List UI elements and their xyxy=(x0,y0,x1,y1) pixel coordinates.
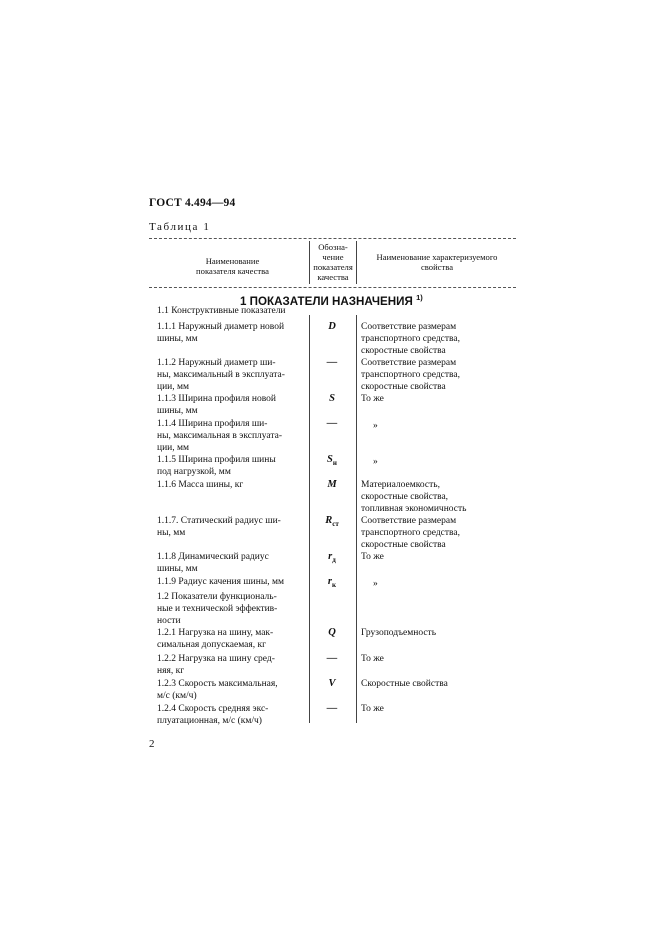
row-property: » xyxy=(373,457,378,467)
row-symbol: — xyxy=(326,653,338,664)
column-header-indicator: Наименование показателя качества xyxy=(196,256,269,276)
row-property: Соответствие размерам транспортного средства, скоростные свойства xyxy=(361,358,460,392)
row-property: Грузоподъемность xyxy=(361,628,437,638)
row-symbol: $S_н$ xyxy=(327,454,337,468)
table-caption: Таблица 1 xyxy=(149,221,211,233)
row-property: Соответствие размерам транспортного средства, скоростные свойства xyxy=(361,322,460,356)
row-symbol: $r_д$ xyxy=(328,551,336,565)
row-property: То же xyxy=(361,704,384,714)
document-title: ГОСТ 4.494—94 xyxy=(149,197,236,209)
row-property: » xyxy=(373,579,378,589)
column-header-property: Наименование характеризуемого свойства xyxy=(376,252,498,272)
row-symbol: Q xyxy=(328,627,336,638)
table-top-rule xyxy=(149,238,516,239)
row-name: 1.1.4 Ширина профиля ши- ны, максимальная в эксплуата- ции, мм xyxy=(157,419,283,453)
row-property: » xyxy=(373,421,378,431)
header-col-divider-2 xyxy=(356,241,357,284)
row-property: Скоростные свойства xyxy=(361,679,448,689)
row-name: 1.1.9 Радиус качения шины, мм xyxy=(157,577,284,587)
row-symbol: — xyxy=(326,357,338,368)
row-property: То же xyxy=(361,654,384,664)
row-symbol: — xyxy=(326,418,338,429)
row-name: 1.2.3 Скорость максимальная, м/с (км/ч) xyxy=(157,679,278,701)
row-name: 1.2 Показатели функциональ- ные и технической эффектив- ности xyxy=(157,592,278,626)
row-property: Соответствие размерам транспортного средства, скоростные свойства xyxy=(361,516,460,550)
row-property: Материалоемкость, скоростные свойства, топливная экономичность xyxy=(361,480,467,514)
section-title: 1 ПОКАЗАТЕЛИ НАЗНАЧЕНИЯ $^{1)}$ xyxy=(240,293,423,308)
row-name: 1.2.4 Скорость средняя экс- плуатационная, м/с (км/ч) xyxy=(157,704,269,726)
body-col-divider-1 xyxy=(309,315,310,723)
row-symbol: V xyxy=(328,678,336,689)
row-name: 1.1.8 Динамический радиус шины, мм xyxy=(157,552,269,574)
row-name: 1.1.1 Наружный диаметр новой шины, мм xyxy=(157,322,285,344)
row-symbol: $r_к$ xyxy=(327,576,337,590)
row-property: То же xyxy=(361,552,384,562)
row-name: 1.1 Конструктивные показатели xyxy=(157,306,286,316)
row-name: 1.1.5 Ширина профиля шины под нагрузкой, мм xyxy=(157,455,276,477)
row-name: 1.1.3 Ширина профиля новой шины, мм xyxy=(157,394,276,416)
row-name: 1.2.2 Нагрузка на шину сред- няя, кг xyxy=(157,654,275,676)
row-name: 1.1.6 Масса шины, кг xyxy=(157,480,244,490)
header-bottom-rule xyxy=(149,287,516,288)
row-name: 1.1.2 Наружный диаметр ши- ны, максимальный в эксплуата- ции, мм xyxy=(157,358,285,392)
row-name: 1.1.7. Статический радиус ши- ны, мм xyxy=(157,516,281,538)
section-footnote-marker: 1) xyxy=(416,293,423,302)
body-col-divider-2 xyxy=(356,315,357,723)
row-symbol: D xyxy=(328,321,336,332)
row-symbol: M xyxy=(327,479,337,490)
row-symbol: $R_{ст}$ xyxy=(325,515,339,529)
column-header-symbol: Обозна- чение показателя качества xyxy=(313,242,353,282)
row-property: То же xyxy=(361,394,384,404)
row-symbol: S xyxy=(329,393,335,404)
page-number: 2 xyxy=(149,738,155,750)
row-name: 1.2.1 Нагрузка на шину, мак- симальная допускаемая, кг xyxy=(157,628,274,650)
row-symbol: — xyxy=(326,703,338,714)
